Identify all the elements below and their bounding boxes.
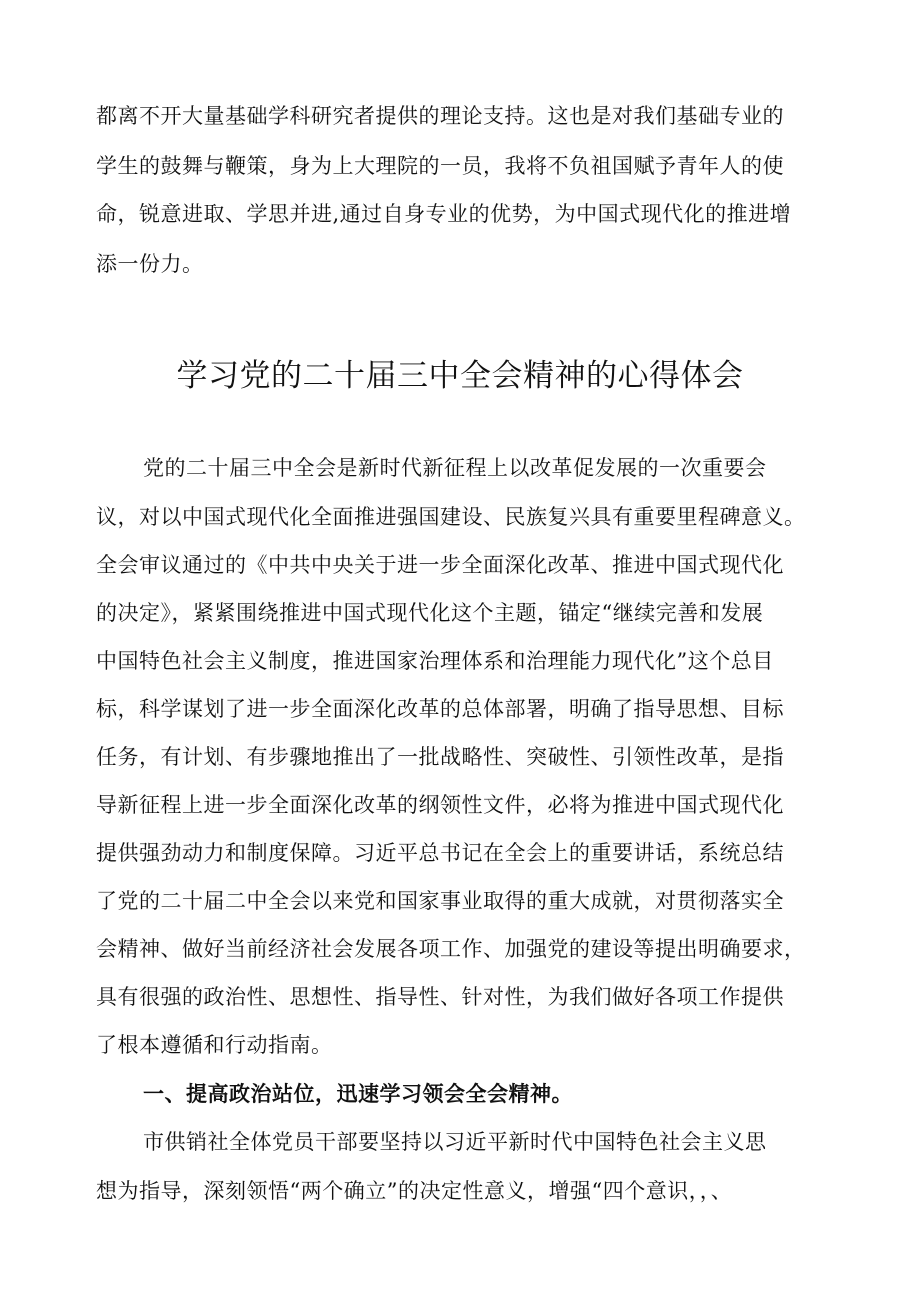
paragraph-line: 想为指导，深刻领悟“两个确立”的决定性意义，增强“四个意识，，、 [96,1179,733,1203]
paragraph-line: 中国特色社会主义制度，推进国家治理体系和治理能力现代化”这个总目 [96,649,774,673]
intro-line: 命，锐意进取、学思并进,通过自身专业的优势，为中国式现代化的推进增 [96,202,792,226]
intro-line: 都离不开大量基础学科研究者提供的理论支持。这也是对我们基础专业的 [96,104,784,128]
paragraph-line: 了党的二十届二中全会以来党和国家事业取得的重大成就，对贯彻落实全 [96,889,784,913]
paragraph-line: 提供强劲动力和制度保障。习近平总书记在全会上的重要讲话，系统总结 [96,841,784,865]
article-title: 学习党的二十届三中全会精神的心得体会 [176,358,744,394]
paragraph-line: 会精神、做好当前经济社会发展各项工作、加强党的建设等提出明确要求， [96,937,806,961]
paragraph-line: 具有很强的政治性、思想性、指导性、针对性，为我们做好各项工作提供 [96,985,784,1009]
paragraph-line: 任务，有计划、有步骤地推出了一批战略性、突破性、引领性改革，是指 [96,745,784,769]
paragraph-line: 了根本遵循和行动指南。 [96,1033,333,1057]
paragraph-line: 党的二十届三中全会是新时代新征程上以改革促发展的一次重要会 [143,456,767,480]
intro-line: 添一份力。 [96,252,204,276]
paragraph-line: 议，对以中国式现代化全面推进强国建设、民族复兴具有重要里程碑意义。 [96,505,806,529]
paragraph-line: 市供销社全体党员干部要坚持以习近平新时代中国特色社会主义思 [143,1130,767,1154]
paragraph-line: 的决定》，紧紧围绕推进中国式现代化这个主题，锚定“继续完善和发展 [96,601,764,625]
section-heading: 一、提高政治站位，迅速学习领会全会精神。 [143,1082,573,1106]
paragraph-line: 标，科学谋划了进一步全面深化改革的总体部署，明确了指导思想、目标 [96,697,784,721]
intro-line: 学生的鼓舞与鞭策，身为上大理院的一员，我将不负祖国赋予青年人的使 [96,154,784,178]
paragraph-line: 全会审议通过的《中共中央关于进一步全面深化改革、推进中国式现代化 [96,553,784,577]
paragraph-line: 导新征程上进一步全面深化改革的纲领性文件，必将为推进中国式现代化 [96,793,784,817]
